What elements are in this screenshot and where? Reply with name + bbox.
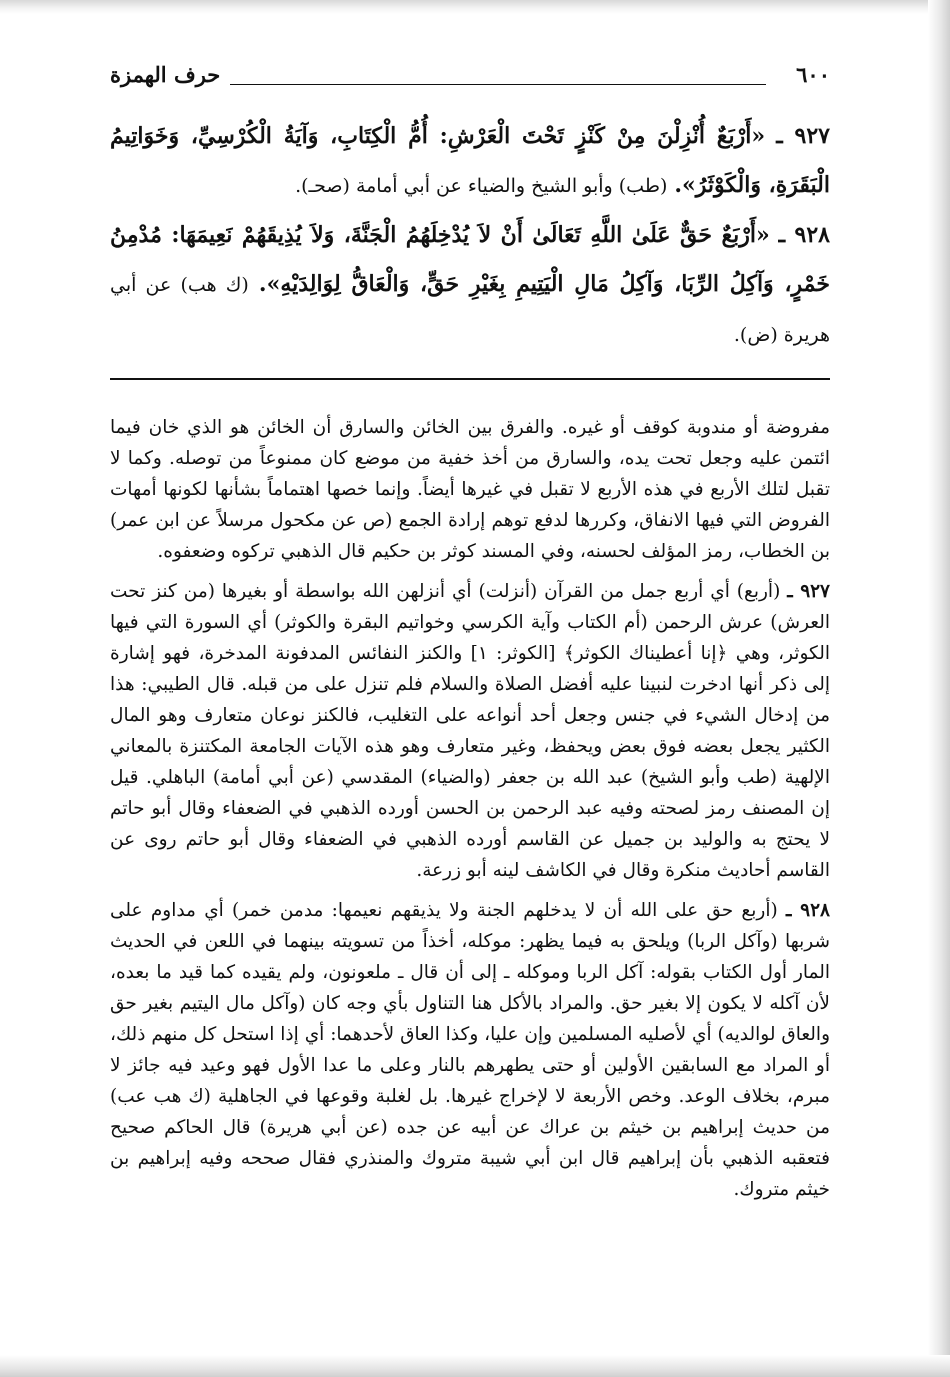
commentary-number: ٩٢٧ ـ: [787, 581, 830, 602]
hadith-source: (طب) وأبو الشيخ والضياء عن أبي أمامة (صحـ).: [295, 175, 668, 197]
scan-edge-bottom: [0, 1355, 950, 1377]
commentary-928: [110, 895, 830, 1205]
commentary-number: ٩٢٨ ـ: [785, 900, 830, 921]
page-header: [110, 62, 830, 96]
hadith-927: [110, 112, 830, 211]
header-rule: [230, 84, 766, 85]
book-page: [110, 54, 830, 1334]
hadith-text: «أَرْبَعٌ حَقٌّ عَلَىٰ اللَّهِ تَعَالَىٰ أَنْ لاَ يُدْخِلَهُمُ الْجَنَّةَ، وَلاَ يُذِيقَهُمْ نَعِيمَهَا: مُدْمِنُ خَمْرٍ، وَآكِلُ الرِّبَا، وَآكِلُ مَالِ الْيَتِيمِ بِغَيْرِ حَقٍّ، وَالْعَاقُّ لِوَالِدَيْهِ».: [110, 222, 830, 297]
commentary-paragraph: مفروضة أو مندوبة كوقف أو غيره. والفرق بين الخائن والسارق أن الخائن هو الذي خان فيما ائتمن عليه وجعل تحت يده، والسارق من أخذ خفية من موضع كان ممنوعاً من توصله. وكما لا تقبل لتلك الأربع في هذه الأربع لا تقبل في غيرها أيضاً. وإنما خصها اهتماماً بشأنها لكونها أمهات الفروض التي فيها الانفاق، وكررها لدفع توهم إرادة الجمع (ص عن مكحول مرسلاً عن ابن عمر) بن الخطاب، رمز المؤلف لحسنه، وفي المسند كوثر بن حكيم قال الذهبي تركوه وضعفوه.: [110, 417, 830, 562]
hadith-text: «أَرْبَعٌ أُنْزِلْنَ مِنْ كَنْزٍ تَحْتَ الْعَرْشِ: أُمُّ الْكِتَابِ، وَآيَةُ الْكُرْسِيِّ، وَخَوَاتِيمُ الْبَقَرَةِ، وَالْكَوْثَرُ».: [110, 123, 830, 198]
hadith-number: ٩٢٧ ـ: [776, 123, 830, 149]
commentary-text: (أربع) أي أربع جمل من القرآن (أنزلت) أي أنزلهن الله بواسطة أو بغيرها (من كنز تحت العرش) عرش الرحمن (أم الكتاب وآية الكرسي وخواتيم البقرة والكوثر) أي السورة التي فيها الكوثر، وهي ﴿إنا أعطيناك الكوثر﴾ [الكوثر: ١] والكنز النفائس المدفونة المدخرة، فهو إشارة إلى ذكر أنها ادخرت لنبينا عليه أفضل الصلاة والسلام فلم تنزل على من قبله. قال الطيبي: هذا من إدخال الشيء في جنس وجعل أحد أنواعه على التغليب، فالكنز نوعان متعارف وهو المال الكثير يجعل بعضه فوق بعض ويحفظ، وغير متعارف وهو هذه الآيات الجامعة المكتنزة بالمعاني الإلهية (طب وأبو الشيخ) عبد الله بن جعفر (والضياء) المقدسي (عن أبي أمامة) الباهلي. قيل إن المصنف رمز لصحته وفيه عبد الرحمن بن الحسن أورده الذهبي في الضعفاء وقال أبو حاتم لا يحتج به والوليد بن جميل عن القاسم أورده الذهبي في الضعفاء وقال أبو حاتم روى عن القاسم أحاديث منكرة وقال في الكاشف لينه أبو زرعة.: [110, 581, 831, 881]
hadith-text-section: [110, 112, 830, 360]
scan-edge-top: [0, 0, 950, 14]
page-number: ٦٠٠: [796, 62, 830, 87]
chapter-title: حرف الهمزة: [110, 62, 221, 87]
commentary-section: [110, 412, 830, 1214]
commentary-text: (أربع حق على الله أن لا يدخلهم الجنة ولا يذيقهم نعيمها: مدمن خمر) أي مداوم على شربها (وآكل الربا) ويلحق به فيما يظهر: موكله، أخذاً من تسويته بينهما في اللعن في الحديث المار أول الكتاب بقوله: آكل الربا وموكله ـ إلى أن قال ـ ملعونون، ولم يقيده كما قيد ما بعده، لأن آكله لا يكون إلا بغير حق. والمراد بالأكل هنا التناول بأي وجه كان (وآكل مال اليتيم بغير حق والعاق لوالديه) أي لأصليه المسلمين وإن عليا، وكذا العاق لأحدهما: أي إذا استحل كل منهم ذلك، أو المراد مع السابقين الأولين أو حتى يطهرهم بالنار وعلى ما عدا الأول فهو وعيد فيه جائز لا مبرم، بخلاف الوعد. وخص الأربعة لا لإخراج غيرها. بل لغلبة وقوعها في الجاهلية (ك هب عب) من حديث إبراهيم بن خيثم بن عراك عن أبيه عن جده (عن أبي هريرة) قال الحاكم صحيح فتعقبه الذهبي بأن إبراهيم قال ابن أبي شيبة متروك والمنذري فقال صححه وفيه إبراهيم بن خيثم متروك.: [110, 900, 830, 1200]
hadith-928: [110, 211, 830, 360]
hadith-number: ٩٢٨ ـ: [778, 222, 830, 248]
hadith-source: (ك هب) عن أبي هريرة (ض).: [110, 274, 830, 346]
section-divider: [110, 378, 830, 380]
commentary-927: [110, 576, 830, 886]
scan-edge-right: [928, 0, 950, 1377]
